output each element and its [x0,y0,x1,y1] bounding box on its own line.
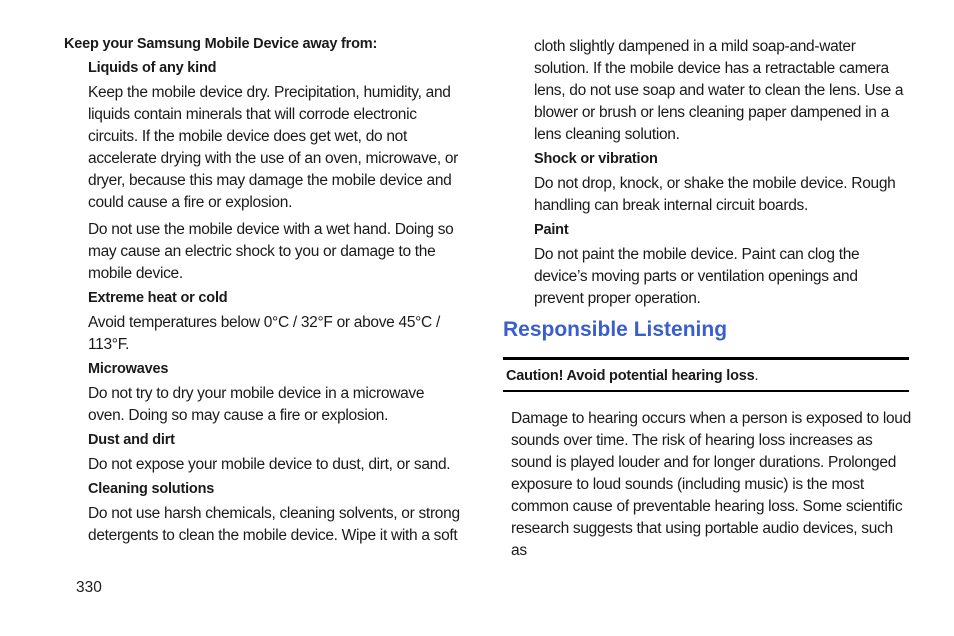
paragraph-cleaning-solutions: Do not use harsh chemicals, cleaning solvents, or strong detergents to clean the mobile device. Wipe it with a soft [88,505,460,544]
heading-microwaves: Microwaves [88,361,169,377]
paragraph-microwaves: Do not try to dry your mobile device in a microwave oven. Doing so may cause a fire or explosion. [88,385,425,424]
heading-heat-cold: Extreme heat or cold [88,290,228,306]
paragraph-liquids-1: Keep the mobile device dry. Precipitation, humidity, and liquids contain minerals that will corrode electronic circuits. If the mobile device does get wet, do not accelerate drying with the use of an oven, microwave, or dryer, because this may damage the mobile device and could cause a fire or explosion. [88,84,459,211]
heading-shock-vibration: Shock or vibration [534,151,658,167]
caution-period: . [754,368,759,384]
heading-cleaning-solutions: Cleaning solutions [88,481,215,497]
caution-text: Caution! Avoid potential hearing loss [506,368,755,384]
paragraph-paint: Do not paint the mobile device. Paint can clog the device’s moving parts or ventilation openings and prevent proper operation. [534,246,860,307]
left-column [64,36,464,552]
paragraph-dust-dirt: Do not expose your mobile device to dust, dirt, or sand. [88,456,451,473]
paragraph-cleaning-continuation: cloth slightly dampened in a mild soap-and-water solution. If the mobile device has a retractable camera lens, do not use soap and water to clean the lens. Use a blower or brush or lens cleaning paper dampened in a lens cleaning solution. [534,38,904,143]
heading-liquids: Liquids of any kind [88,60,217,76]
heading-paint: Paint [534,222,569,238]
page-number: 330 [76,579,102,596]
left-sections [88,60,464,547]
paragraph-shock-vibration: Do not drop, knock, or shake the mobile device. Rough handling can break internal circuit boards. [534,175,896,214]
paragraph-hearing-damage: Damage to hearing occurs when a person is exposed to loud sounds over time. The risk of hearing loss increases as sound is played louder and for longer durations. Prolonged exposure to loud sounds (including music) is the most common cause of preventable hearing loss. Some scientific research suggests that using portable audio devices, such as [511,410,911,559]
caution-label [506,368,758,384]
heading-dust-dirt: Dust and dirt [88,432,175,448]
section-title-responsible-listening: Responsible Listening [503,318,728,341]
paragraph-heat-cold: Avoid temperatures below 0°C / 32°F or above 45°C / 113°F. [88,314,440,353]
caution-box [503,357,909,392]
paragraph-liquids-2: Do not use the mobile device with a wet hand. Doing so may cause an electric shock to you or damage to the mobile device. [88,221,454,282]
right-column [534,36,910,315]
intro-heading: Keep your Samsung Mobile Device away from: [64,36,378,52]
